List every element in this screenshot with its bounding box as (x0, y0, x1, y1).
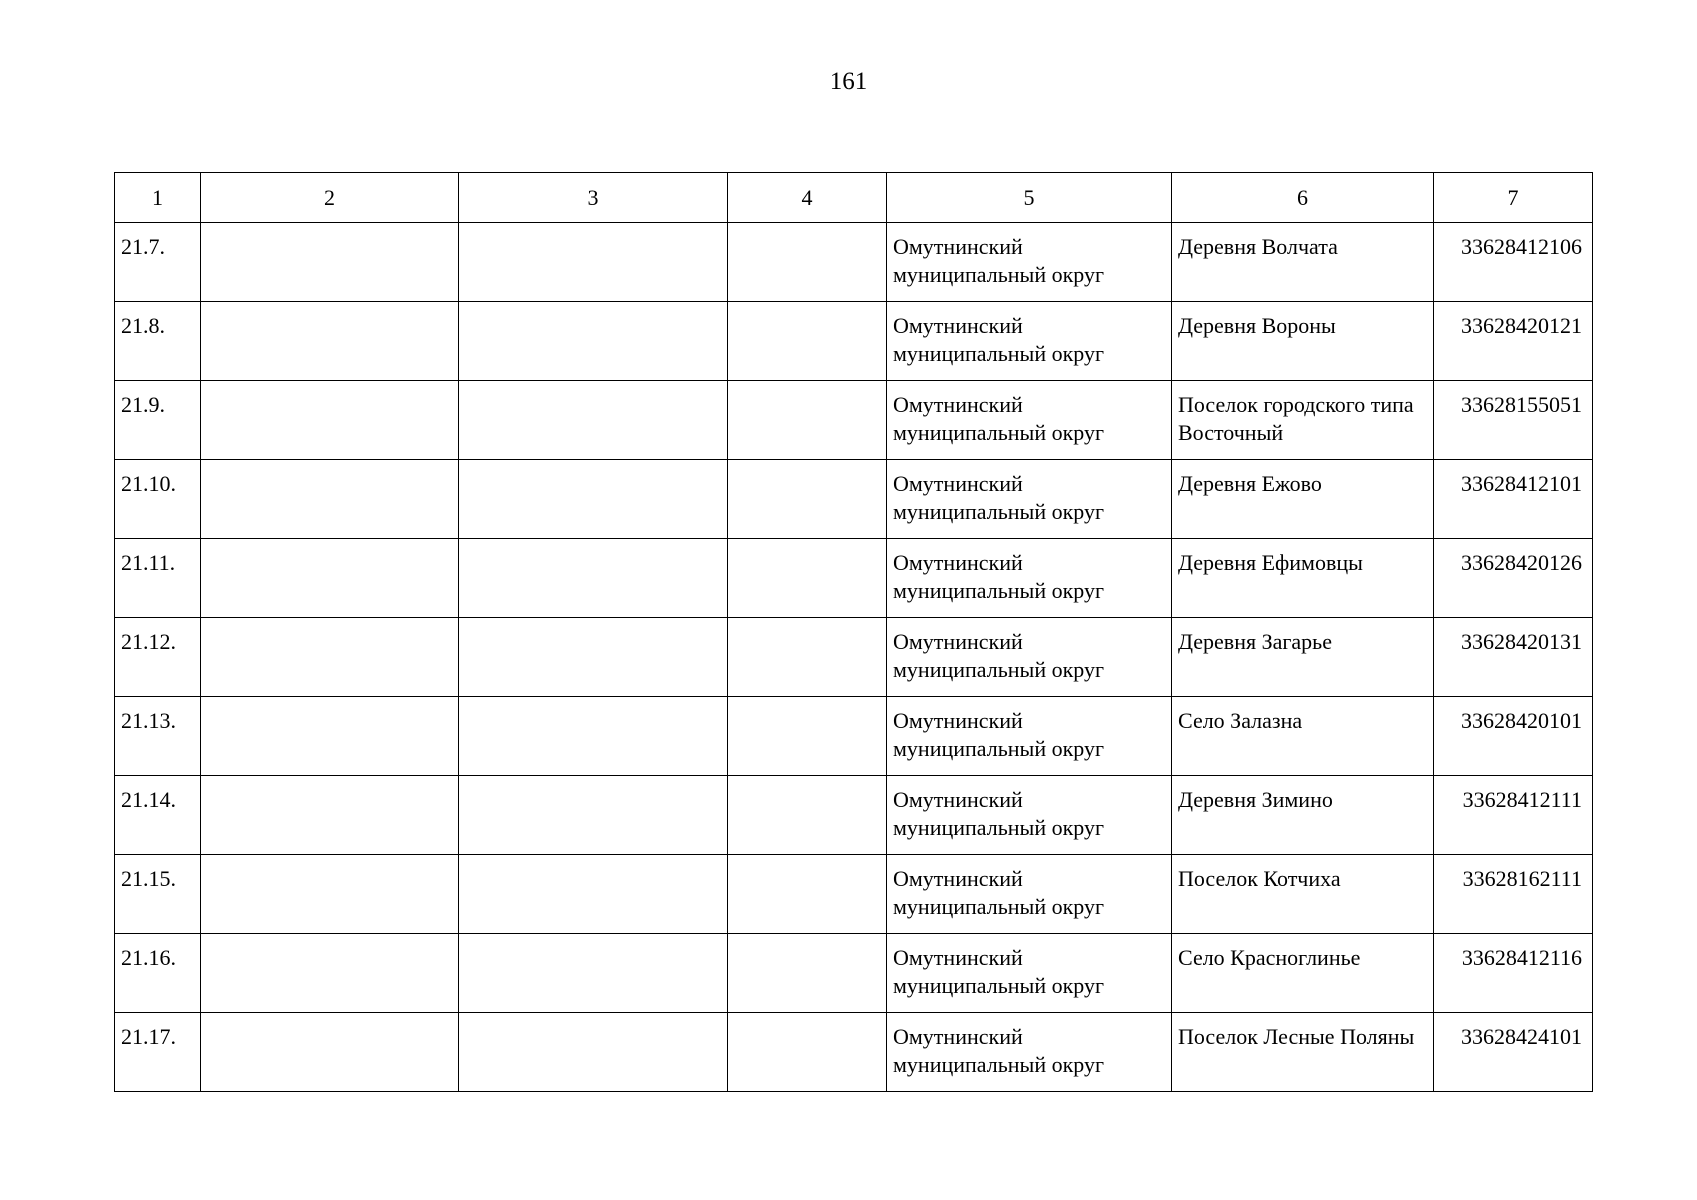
code-cell: 33628420131 (1434, 618, 1593, 697)
empty-cell (728, 381, 887, 460)
empty-cell (201, 697, 459, 776)
district-cell: Омутнинский муниципальный округ (887, 460, 1172, 539)
code-cell: 33628155051 (1434, 381, 1593, 460)
district-cell: Омутнинский муниципальный округ (887, 697, 1172, 776)
row-number-cell: 21.10. (115, 460, 201, 539)
empty-cell (459, 697, 728, 776)
table-row (115, 381, 1593, 460)
table-row (115, 460, 1593, 539)
district-cell: Омутнинский муниципальный округ (887, 302, 1172, 381)
code-cell: 33628420121 (1434, 302, 1593, 381)
table-body (115, 223, 1593, 1092)
row-number-cell: 21.11. (115, 539, 201, 618)
district-cell: Омутнинский муниципальный округ (887, 223, 1172, 302)
settlement-cell: Село Красноглинье (1172, 934, 1434, 1013)
empty-cell (728, 776, 887, 855)
empty-cell (459, 855, 728, 934)
empty-cell (201, 302, 459, 381)
empty-cell (201, 223, 459, 302)
table-row (115, 539, 1593, 618)
empty-cell (728, 618, 887, 697)
empty-cell (728, 460, 887, 539)
empty-cell (459, 539, 728, 618)
empty-cell (728, 697, 887, 776)
empty-cell (728, 1013, 887, 1092)
empty-cell (201, 381, 459, 460)
settlement-cell: Деревня Ежово (1172, 460, 1434, 539)
empty-cell (459, 618, 728, 697)
settlement-cell: Деревня Ефимовцы (1172, 539, 1434, 618)
empty-cell (728, 302, 887, 381)
column-header: 2 (201, 173, 459, 223)
settlement-cell: Поселок городского типа Восточный (1172, 381, 1434, 460)
table-row (115, 223, 1593, 302)
empty-cell (459, 381, 728, 460)
empty-cell (201, 934, 459, 1013)
settlement-cell: Поселок Котчиха (1172, 855, 1434, 934)
district-cell: Омутнинский муниципальный округ (887, 381, 1172, 460)
table-header (115, 173, 1593, 223)
column-header: 5 (887, 173, 1172, 223)
settlement-cell: Деревня Волчата (1172, 223, 1434, 302)
table-row (115, 697, 1593, 776)
settlement-cell: Деревня Загарье (1172, 618, 1434, 697)
row-number-cell: 21.15. (115, 855, 201, 934)
row-number-cell: 21.17. (115, 1013, 201, 1092)
row-number-cell: 21.13. (115, 697, 201, 776)
empty-cell (201, 1013, 459, 1092)
empty-cell (201, 618, 459, 697)
district-cell: Омутнинский муниципальный округ (887, 855, 1172, 934)
row-number-cell: 21.16. (115, 934, 201, 1013)
row-number-cell: 21.9. (115, 381, 201, 460)
empty-cell (728, 855, 887, 934)
code-cell: 33628412116 (1434, 934, 1593, 1013)
empty-cell (728, 223, 887, 302)
empty-cell (459, 934, 728, 1013)
table-row (115, 302, 1593, 381)
empty-cell (201, 460, 459, 539)
district-cell: Омутнинский муниципальный округ (887, 1013, 1172, 1092)
empty-cell (459, 776, 728, 855)
empty-cell (459, 302, 728, 381)
empty-cell (728, 539, 887, 618)
code-cell: 33628424101 (1434, 1013, 1593, 1092)
empty-cell (459, 1013, 728, 1092)
table-row (115, 934, 1593, 1013)
row-number-cell: 21.7. (115, 223, 201, 302)
page-number: 161 (829, 68, 868, 95)
table-row (115, 855, 1593, 934)
code-cell: 33628412101 (1434, 460, 1593, 539)
row-number-cell: 21.12. (115, 618, 201, 697)
district-cell: Омутнинский муниципальный округ (887, 776, 1172, 855)
row-number-cell: 21.8. (115, 302, 201, 381)
header-row (115, 173, 1593, 223)
table-row (115, 1013, 1593, 1092)
settlements-table (114, 172, 1593, 1092)
settlement-cell: Деревня Зимино (1172, 776, 1434, 855)
code-cell: 33628162111 (1434, 855, 1593, 934)
district-cell: Омутнинский муниципальный округ (887, 618, 1172, 697)
empty-cell (459, 223, 728, 302)
table-row (115, 618, 1593, 697)
empty-cell (201, 539, 459, 618)
row-number-cell: 21.14. (115, 776, 201, 855)
district-cell: Омутнинский муниципальный округ (887, 539, 1172, 618)
district-cell: Омутнинский муниципальный округ (887, 934, 1172, 1013)
empty-cell (201, 855, 459, 934)
settlement-cell: Село Залазна (1172, 697, 1434, 776)
code-cell: 33628420101 (1434, 697, 1593, 776)
settlement-cell: Поселок Лесные Поляны (1172, 1013, 1434, 1092)
code-cell: 33628412111 (1434, 776, 1593, 855)
code-cell: 33628412106 (1434, 223, 1593, 302)
empty-cell (459, 460, 728, 539)
table-row (115, 776, 1593, 855)
empty-cell (201, 776, 459, 855)
column-header: 3 (459, 173, 728, 223)
code-cell: 33628420126 (1434, 539, 1593, 618)
column-header: 6 (1172, 173, 1434, 223)
column-header: 4 (728, 173, 887, 223)
column-header: 1 (115, 173, 201, 223)
column-header: 7 (1434, 173, 1593, 223)
settlement-cell: Деревня Вороны (1172, 302, 1434, 381)
empty-cell (728, 934, 887, 1013)
